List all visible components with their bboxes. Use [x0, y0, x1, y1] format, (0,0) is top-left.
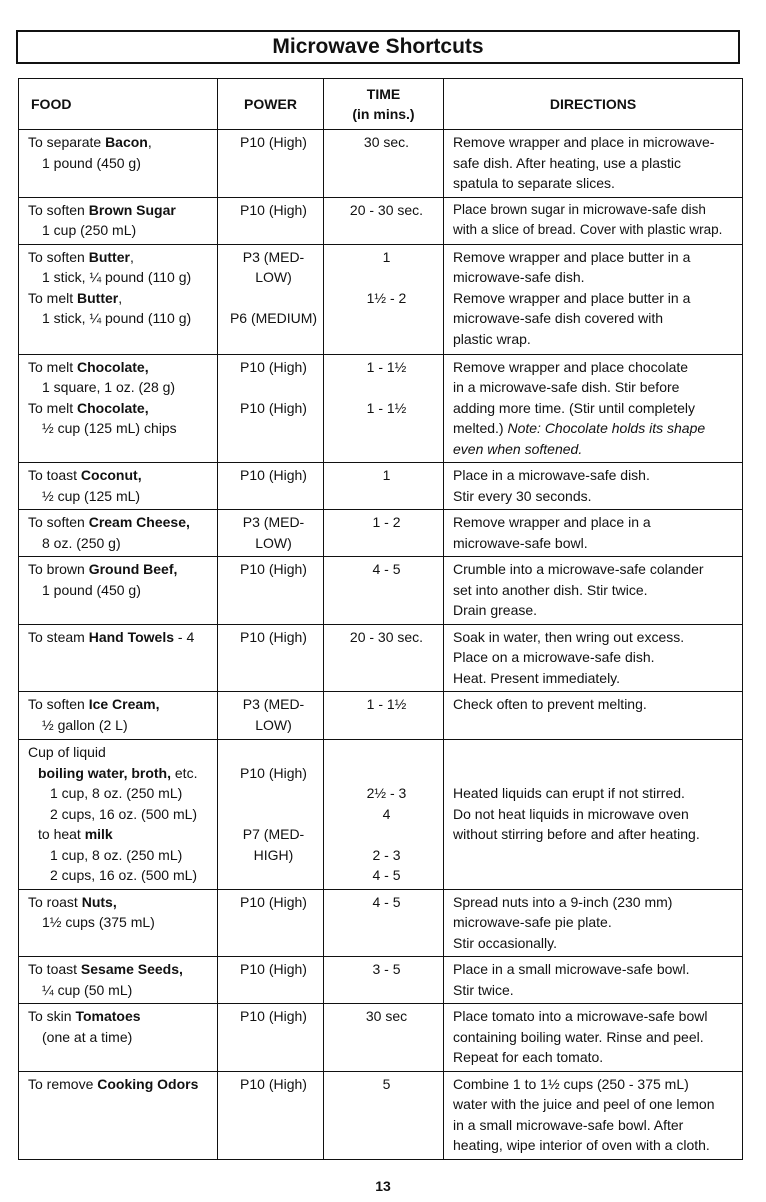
time-cell: 20 - 30 sec.: [324, 197, 444, 244]
time-cell: 30 sec.: [324, 130, 444, 198]
power-cell: P3 (MED-LOW): [218, 692, 324, 740]
directions-cell: Heated liquids can erupt if not stirred. Do not heat liquids in microwave oven without stirring before and after heating.: [444, 740, 743, 890]
food-cell: To soften Brown Sugar 1 cup (250 mL): [19, 197, 218, 244]
page-number: 13: [375, 1178, 391, 1194]
power-cell: P10 (High): [218, 557, 324, 625]
power-cell: P10 (High) P7 (MED- HIGH): [218, 740, 324, 890]
directions-cell: Remove wrapper and place chocolate in a microwave-safe dish. Stir before adding more time. (Stir until completely melted.) Note: Chocolate holds its shape even when softened.: [444, 354, 743, 463]
directions-cell: Combine 1 to 1½ cups (250 - 375 mL) water with the juice and peel of one lemon in a small microwave-safe bowl. After heating, wipe interior of oven with a cloth.: [444, 1071, 743, 1159]
power-cell: P10 (High): [218, 130, 324, 198]
power-cell: P3 (MED-LOW) P6 (MEDIUM): [218, 244, 324, 354]
table-row: [19, 889, 743, 957]
table-row: [19, 740, 743, 890]
table-row: [19, 197, 743, 244]
directions-cell: Crumble into a microwave-safe colander set into another dish. Stir twice. Drain grease.: [444, 557, 743, 625]
directions-cell: Soak in water, then wring out excess. Place on a microwave-safe dish. Heat. Present immediately.: [444, 624, 743, 692]
power-cell: P10 (High): [218, 1004, 324, 1072]
directions-cell: Place in a small microwave-safe bowl. Stir twice.: [444, 957, 743, 1004]
power-cell: P10 (High): [218, 957, 324, 1004]
table-row: [19, 130, 743, 198]
time-cell: 1 - 1½: [324, 692, 444, 740]
time-cell: 5: [324, 1071, 444, 1159]
food-cell: To remove Cooking Odors: [19, 1071, 218, 1159]
table-row: [19, 1004, 743, 1072]
table-row: [19, 510, 743, 557]
time-cell: 1 1½ - 2: [324, 244, 444, 354]
food-cell: To soften Butter, 1 stick, ¼ pound (110 g) To melt Butter, 1 stick, ¼ pound (110 g): [19, 244, 218, 354]
shortcuts-table: [18, 78, 743, 1160]
table-row: [19, 354, 743, 463]
time-cell: 1: [324, 463, 444, 510]
food-cell: To skin Tomatoes (one at a time): [19, 1004, 218, 1072]
header-directions: DIRECTIONS: [444, 79, 743, 130]
directions-cell: Check often to prevent melting.: [444, 692, 743, 740]
directions-cell: Remove wrapper and place in a microwave-safe bowl.: [444, 510, 743, 557]
food-cell: To steam Hand Towels - 4: [19, 624, 218, 692]
food-cell: To toast Coconut, ½ cup (125 mL): [19, 463, 218, 510]
directions-cell: Place tomato into a microwave-safe bowl containing boiling water. Rinse and peel. Repeat for each tomato.: [444, 1004, 743, 1072]
food-cell: To toast Sesame Seeds, ¼ cup (50 mL): [19, 957, 218, 1004]
power-cell: P10 (High): [218, 1071, 324, 1159]
food-cell: To soften Ice Cream, ½ gallon (2 L): [19, 692, 218, 740]
directions-cell: Place brown sugar in microwave-safe dish with a slice of bread. Cover with plastic wrap.: [444, 197, 743, 244]
power-cell: P10 (High) P10 (High): [218, 354, 324, 463]
header-time: TIME (in mins.): [324, 79, 444, 130]
table-row: [19, 557, 743, 625]
time-cell: 2½ - 3 4 2 - 3 4 - 5: [324, 740, 444, 890]
time-cell: 30 sec: [324, 1004, 444, 1072]
table-row: [19, 1071, 743, 1159]
table-row: [19, 244, 743, 354]
power-cell: P3 (MED-LOW): [218, 510, 324, 557]
header-food: FOOD: [19, 79, 218, 130]
table-row: [19, 957, 743, 1004]
power-cell: P10 (High): [218, 889, 324, 957]
power-cell: P10 (High): [218, 624, 324, 692]
time-cell: 1 - 2: [324, 510, 444, 557]
directions-cell: Remove wrapper and place in microwave- safe dish. After heating, use a plastic spatula to separate slices.: [444, 130, 743, 198]
power-cell: P10 (High): [218, 197, 324, 244]
directions-cell: Remove wrapper and place butter in a microwave-safe dish. Remove wrapper and place butter in a microwave-safe dish covered with plastic wrap.: [444, 244, 743, 354]
time-cell: 4 - 5: [324, 889, 444, 957]
time-cell: 1 - 1½ 1 - 1½: [324, 354, 444, 463]
food-cell: To roast Nuts, 1½ cups (375 mL): [19, 889, 218, 957]
table-row: [19, 692, 743, 740]
time-cell: 20 - 30 sec.: [324, 624, 444, 692]
table-row: [19, 463, 743, 510]
page-title-box: [16, 30, 740, 64]
page-title: Microwave Shortcuts: [272, 35, 484, 58]
food-cell: To separate Bacon, 1 pound (450 g): [19, 130, 218, 198]
food-cell: To melt Chocolate, 1 square, 1 oz. (28 g) To melt Chocolate, ½ cup (125 mL) chips: [19, 354, 218, 463]
table-header-row: [19, 79, 743, 130]
header-power: POWER: [218, 79, 324, 130]
directions-cell: Spread nuts into a 9-inch (230 mm) microwave-safe pie plate. Stir occasionally.: [444, 889, 743, 957]
power-cell: P10 (High): [218, 463, 324, 510]
directions-cell: Place in a microwave-safe dish. Stir every 30 seconds.: [444, 463, 743, 510]
food-cell: To soften Cream Cheese, 8 oz. (250 g): [19, 510, 218, 557]
time-cell: 3 - 5: [324, 957, 444, 1004]
food-cell: Cup of liquid boiling water, broth, etc. 1 cup, 8 oz. (250 mL) 2 cups, 16 oz. (500 mL) to heat milk 1 cup, 8 oz. (250 mL) 2 cups, 16 oz. (500 mL): [19, 740, 218, 890]
table-row: [19, 624, 743, 692]
food-cell: To brown Ground Beef, 1 pound (450 g): [19, 557, 218, 625]
time-cell: 4 - 5: [324, 557, 444, 625]
